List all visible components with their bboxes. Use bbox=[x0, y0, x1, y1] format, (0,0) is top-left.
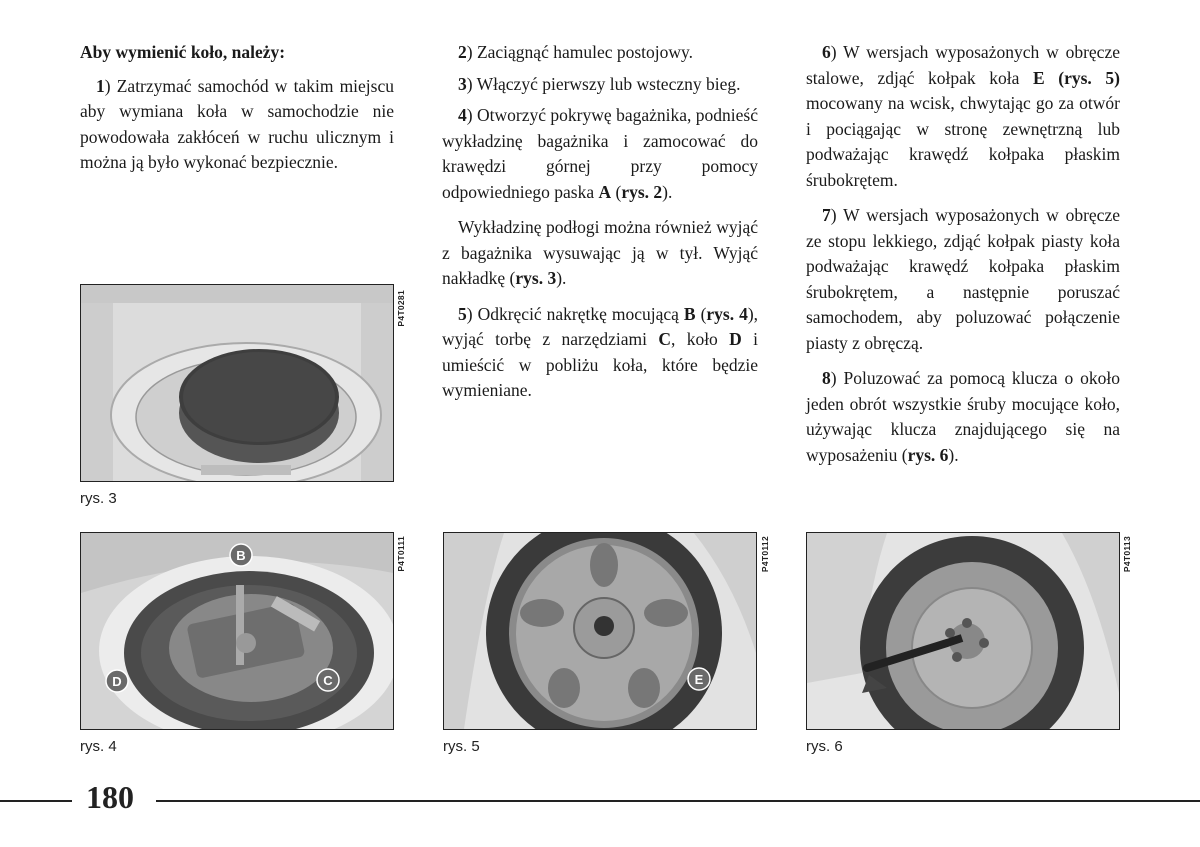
step-2: 2) Zaciągnąć hamulec postojowy. bbox=[458, 42, 694, 62]
step-6: 6) W wersjach wyposażonych w obręcze stalowe, zdjąć kołpak koła E (rys. 5) mocowany na wcisk, chwytając go za otwór i pociągając w stronę zewnętrzną lub podważając krawędź kołpaka płaskim śrubokrętem. bbox=[806, 42, 1121, 190]
page-number: 180 bbox=[86, 779, 134, 815]
step-8: 8) Poluzować za pomocą klucza o około jeden obrót wszystkie śruby mocujące koło, używając klucza znajdującego się na wyposażeniu (rys. 6). bbox=[806, 368, 1120, 465]
column-3 bbox=[806, 40, 1120, 478]
spare-wheel-illustration bbox=[81, 533, 393, 729]
figure-5-code: P4T0112 bbox=[760, 536, 770, 573]
hubcap-illustration bbox=[444, 533, 756, 729]
figure-3-trunk-cover bbox=[80, 284, 394, 482]
step-7: 7) W wersjach wyposażonych w obręcze ze stopu lekkiego, zdjąć kołpak piasty koła podważając krawędź kołpaka płaskim śrubokrętem, a następnie poruszać samochodem, aby poluzować połączenie piasty z obręczą. bbox=[806, 205, 1120, 353]
figure-4-spare-wheel bbox=[80, 532, 394, 730]
footer-rule-right bbox=[156, 800, 1200, 802]
label-c: C bbox=[323, 673, 333, 688]
trunk-cover-illustration bbox=[81, 285, 393, 481]
figure-5-wheel-hubcap bbox=[443, 532, 757, 730]
figure-6-caption: rys. 6 bbox=[806, 738, 843, 755]
note-paragraph: Wykładzinę podłogi można również wyjąć z bagażnika wysuwając ją w tył. Wyjąć nakładkę (rys. 3). bbox=[442, 217, 758, 288]
column-2 bbox=[442, 40, 758, 414]
step-3: 3) Włączyć pierwszy lub wsteczny bieg. bbox=[458, 73, 741, 94]
figure-5-caption: rys. 5 bbox=[443, 738, 480, 755]
figure-4-code: P4T0111 bbox=[396, 536, 406, 572]
step-5: 5) Odkręcić nakrętkę mocującą B (rys. 4), wyjąć torbę z narzędziami C, koło D i umieścić w pobliżu koła, które będzie wymieniane. bbox=[442, 303, 759, 400]
step-1: 1) Zatrzymać samochód w takim miejscu aby wymiana koła w samochodzie nie powodowała zakłóceń w ruchu ulicznym i można ją było wykonać bezpiecznie. bbox=[80, 75, 394, 172]
label-e: E bbox=[694, 672, 704, 687]
figure-3-code: P4T0281 bbox=[396, 290, 406, 327]
figure-6-wrench-bolts bbox=[806, 532, 1120, 730]
figure-6-code: P4T0113 bbox=[1122, 536, 1132, 573]
wrench-illustration bbox=[807, 533, 1119, 729]
label-d: D bbox=[112, 674, 122, 689]
figure-4-caption: rys. 4 bbox=[80, 738, 117, 755]
figure-3-caption: rys. 3 bbox=[80, 490, 117, 507]
step-4: 4) Otworzyć pokrywę bagażnika, podnieść wykładzinę bagażnika i zamocować do krawędzi górnej przy pomocy odpowiedniego paska A (rys. 2). bbox=[442, 105, 759, 202]
label-b: B bbox=[236, 548, 246, 563]
section-heading: Aby wymienić koło, należy: bbox=[80, 42, 286, 62]
footer-rule-left bbox=[0, 800, 72, 802]
column-1 bbox=[80, 40, 394, 186]
